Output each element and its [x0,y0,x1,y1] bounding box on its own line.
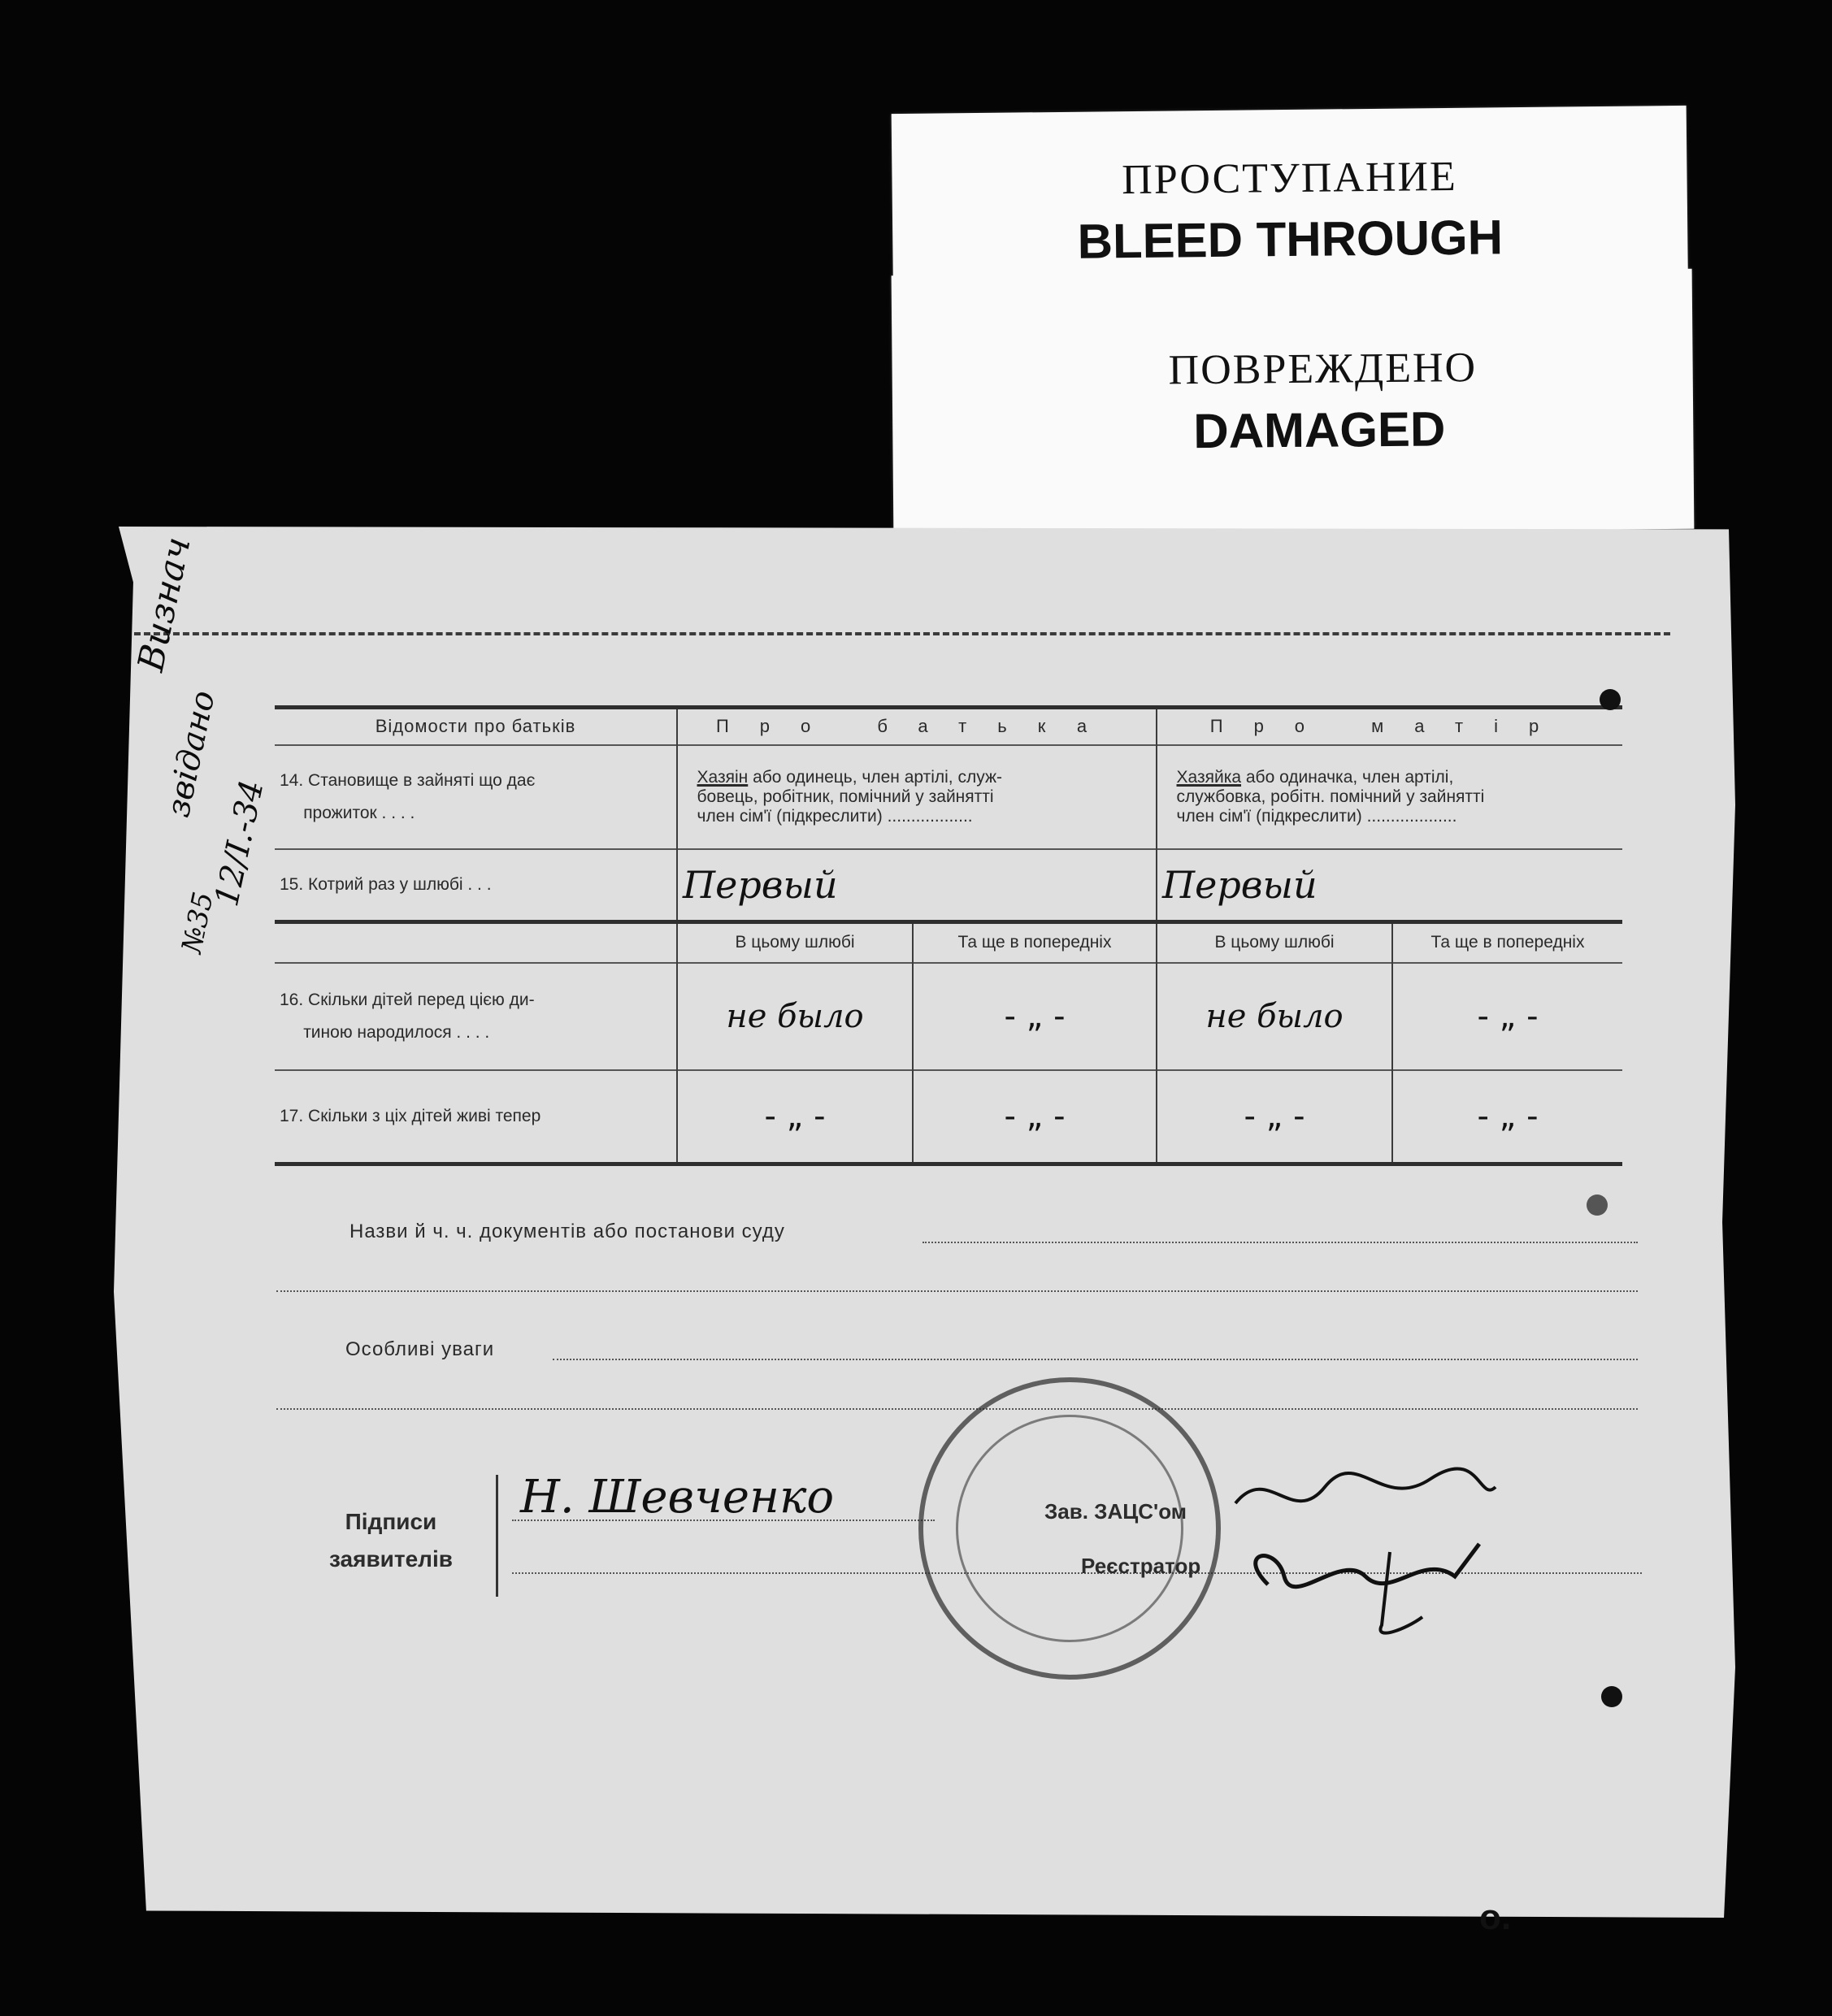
parents-info-table [275,705,1622,1166]
notes-label: Особливі уваги [345,1338,495,1360]
row14-father-key: Хазяін [697,767,749,787]
official-stamp [918,1377,1221,1680]
margin-note-line-2: звідано [159,687,223,821]
registrar-label: Реєстратор [1081,1554,1201,1578]
row15-father: Первый [677,849,1157,922]
row16-label-1: Скільки дітей перед цією ди- [308,990,535,1009]
damaged-en: DAMAGED [1193,401,1446,459]
row14-father [677,745,1157,849]
row17-mother-prev: - „ - [1392,1070,1622,1164]
subhead-father-prev: Та ще в попередніх [913,922,1157,963]
bleed-through-ru: ПРОСТУПАНИЕ [1121,153,1458,204]
row14-num: 14. [280,770,304,790]
documents-label: Назви й ч. ч. документів або постанови суду [349,1220,785,1242]
col-header-parents: Відомости про батьків [375,716,576,737]
row16-label-2: тиною народилося . . . . [303,1022,490,1042]
col-header-mother: Про матір [1157,708,1622,745]
row14-mother [1157,745,1622,849]
official-signatures [1219,1455,1512,1650]
punch-hole [1601,1686,1622,1707]
damaged-ru: ПОВРЕЖДЕНО [1168,345,1478,394]
row14-label-1: Становище в зайняті що дає [308,770,536,790]
row16-num: 16. [280,990,304,1009]
row17-label [275,1070,677,1164]
row17-label-text: Скільки з ціх дітей живі тепер [308,1106,541,1125]
row15-mother: Первый [1157,849,1622,922]
signatures-label-1: Підписи [345,1509,437,1534]
documents-line [923,1242,1638,1243]
subhead-mother-prev: Та ще в попередніх [1392,922,1622,963]
margin-note-line: Визнач [130,533,199,675]
row14-father-text2: бовець, робітник, помічний у зайнятті [697,787,994,806]
damaged-flag [892,269,1695,536]
punch-hole [1600,689,1621,710]
signature-bracket [496,1475,498,1597]
row16-mother-prev: - „ - [1392,963,1622,1070]
row15-label-text: Котрий раз у шлюбі . . . [308,874,492,894]
row17-num: 17. [280,1106,304,1125]
row17-father-prev: - „ - [913,1070,1157,1164]
row14-father-text1: або одинець, член артілі, служ- [748,767,1003,787]
row16-father-prev: - „ - [913,963,1157,1070]
row14-mother-key: Хазяйка [1176,767,1242,787]
row14-label-2: прожиток . . . . [303,803,415,822]
row14-father-text3: член сім'ї (підкреслити) .................. [697,806,973,826]
row16-father-this: не было [677,963,913,1070]
row15-num: 15. [280,874,304,894]
row14-mother-text1: або одиначка, член артілі, [1241,767,1454,787]
margin-note-line-3: 12/I.-34 [208,777,271,910]
signatures-label [329,1503,453,1578]
row16-mother-this: не было [1157,963,1392,1070]
row17-father-this: - „ - [677,1070,913,1164]
signatures-label-2: заявителів [329,1546,453,1572]
row14-mother-text3: член сім'ї (підкреслити) ................... [1176,806,1457,826]
notes-line-2 [276,1408,1638,1410]
subhead-mother-this: В цьому шлюбі [1157,922,1392,963]
row15-label [275,849,677,922]
row14-mother-text2: службовка, робітн. помічний у зайнятті [1176,787,1485,806]
margin-note-line-4: №35 [176,889,220,956]
row16-label [275,963,677,1070]
col-header-father: Про батька [677,708,1157,745]
subhead-father-this: В цьому шлюбі [677,922,913,963]
applicant-signature: Н. Шевченко [520,1471,835,1524]
row14-label [275,745,677,849]
head-label: Зав. ЗАЦС'ом [1044,1499,1187,1524]
row17-mother-this: - „ - [1157,1070,1392,1164]
documents-line-2 [276,1290,1638,1292]
corner-mark: о. [1479,1897,1512,1937]
bleed-through-en: BLEED THROUGH [1077,210,1504,269]
punch-hole [1587,1194,1608,1216]
tear-line [134,632,1670,635]
notes-line [553,1359,1638,1360]
